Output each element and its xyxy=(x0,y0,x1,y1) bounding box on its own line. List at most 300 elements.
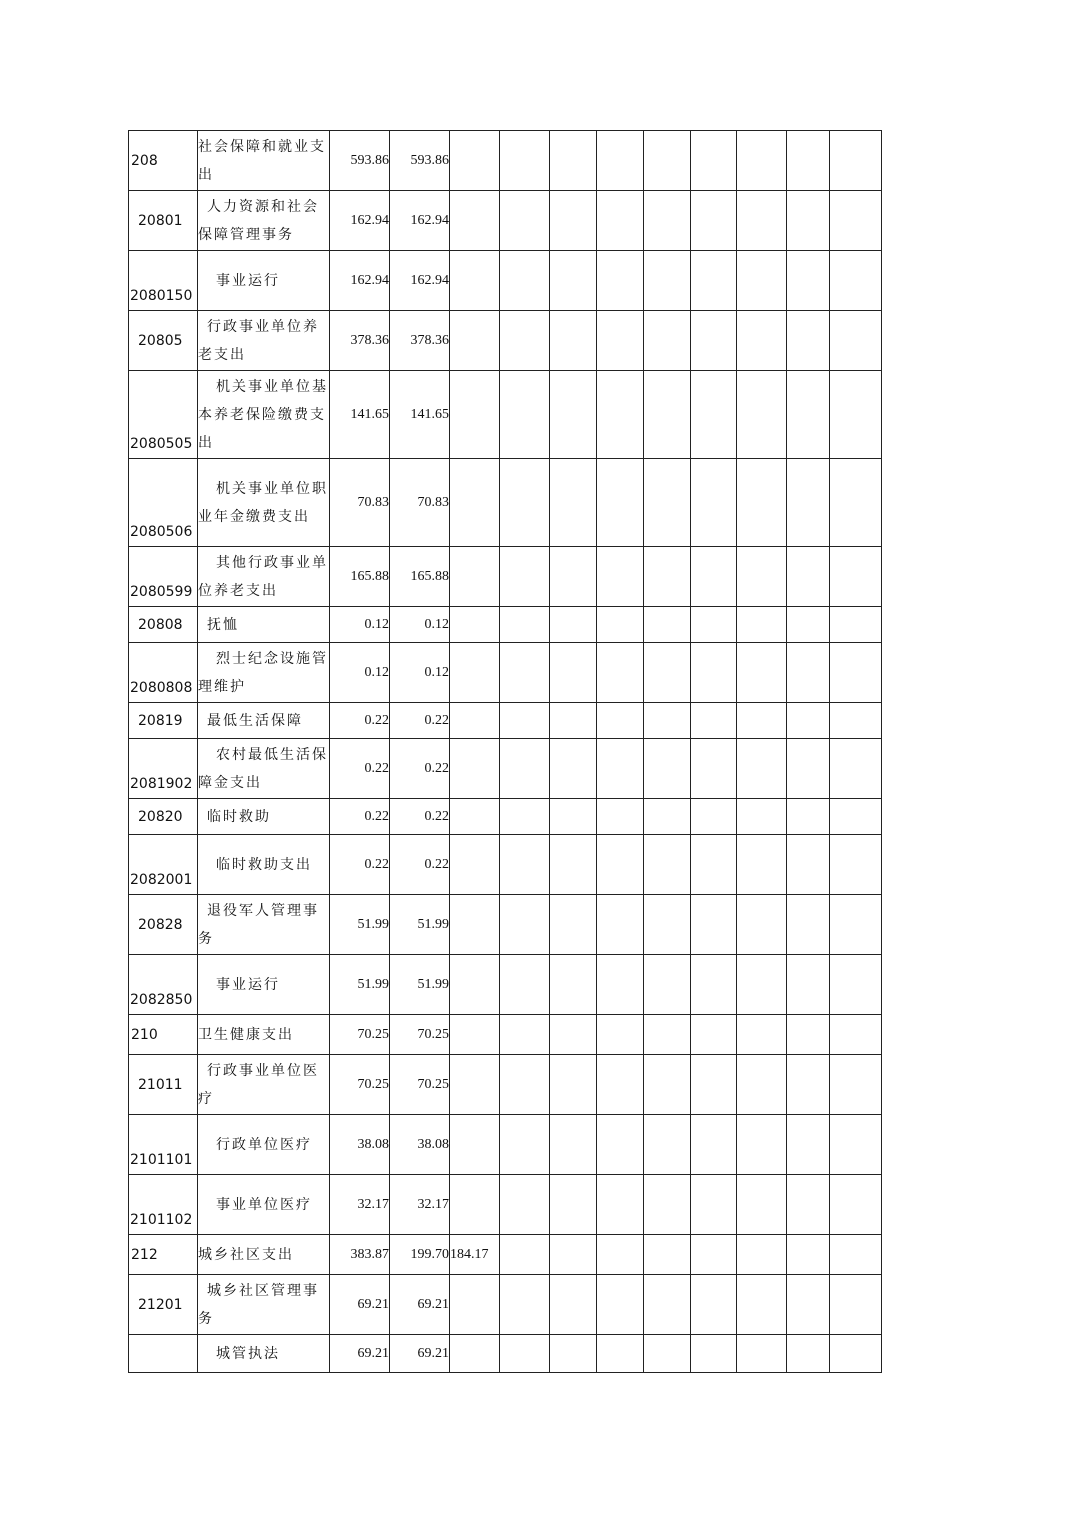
empty-cell xyxy=(830,311,882,371)
total-amount: 32.17 xyxy=(330,1175,390,1235)
empty-cell xyxy=(830,1335,882,1373)
empty-cell xyxy=(500,643,550,703)
empty-cell xyxy=(550,251,597,311)
empty-cell xyxy=(597,1015,644,1055)
empty-cell xyxy=(830,643,882,703)
basic-amount: 69.21 xyxy=(390,1335,450,1373)
subject-code-cell xyxy=(129,459,198,547)
total-amount: 0.22 xyxy=(330,835,390,895)
empty-cell xyxy=(737,1275,787,1335)
subject-name: 行政单位医疗 xyxy=(216,1136,312,1153)
subject-name: 行政事业单位养老支出 xyxy=(198,318,319,363)
empty-cell xyxy=(830,459,882,547)
empty-cell xyxy=(830,739,882,799)
empty-cell xyxy=(737,835,787,895)
empty-cell xyxy=(550,1115,597,1175)
empty-cell xyxy=(691,739,737,799)
empty-cell xyxy=(597,799,644,835)
subject-name: 城乡社区管理事务 xyxy=(198,1282,319,1327)
total-amount: 383.87 xyxy=(330,1235,390,1275)
empty-cell xyxy=(787,955,830,1015)
empty-cell xyxy=(830,1175,882,1235)
empty-cell xyxy=(500,703,550,739)
empty-cell xyxy=(500,895,550,955)
empty-cell xyxy=(787,1055,830,1115)
subject-code: 2080150 xyxy=(130,288,193,304)
subject-code-cell xyxy=(129,643,198,703)
empty-cell xyxy=(500,311,550,371)
empty-cell xyxy=(644,131,691,191)
subject-name: 临时救助 xyxy=(207,808,271,825)
project-amount xyxy=(450,459,500,547)
empty-cell xyxy=(737,1015,787,1055)
subject-name: 临时救助支出 xyxy=(216,856,312,873)
empty-cell xyxy=(500,799,550,835)
subject-name-cell xyxy=(198,1175,330,1235)
empty-cell xyxy=(737,643,787,703)
project-amount xyxy=(450,739,500,799)
empty-cell xyxy=(597,1275,644,1335)
empty-cell xyxy=(830,131,882,191)
empty-cell xyxy=(691,547,737,607)
basic-amount: 70.83 xyxy=(390,459,450,547)
empty-cell xyxy=(597,1235,644,1275)
table-row xyxy=(129,1015,882,1055)
subject-name-cell xyxy=(198,1115,330,1175)
empty-cell xyxy=(787,547,830,607)
table-row xyxy=(129,459,882,547)
project-amount xyxy=(450,131,500,191)
budget-table xyxy=(128,130,882,1373)
empty-cell xyxy=(500,835,550,895)
empty-cell xyxy=(550,895,597,955)
empty-cell xyxy=(737,739,787,799)
empty-cell xyxy=(691,643,737,703)
subject-code: 21011 xyxy=(138,1076,183,1093)
table-row xyxy=(129,191,882,251)
empty-cell xyxy=(737,1235,787,1275)
table-row xyxy=(129,799,882,835)
total-amount: 0.12 xyxy=(330,607,390,643)
subject-name-cell xyxy=(198,311,330,371)
subject-code-cell xyxy=(129,311,198,371)
empty-cell xyxy=(787,1175,830,1235)
subject-name: 城乡社区支出 xyxy=(198,1246,294,1263)
empty-cell xyxy=(737,703,787,739)
empty-cell xyxy=(787,1115,830,1175)
table-row xyxy=(129,1055,882,1115)
subject-name-cell xyxy=(198,835,330,895)
subject-code: 20801 xyxy=(138,212,183,229)
empty-cell xyxy=(597,191,644,251)
empty-cell xyxy=(737,1115,787,1175)
subject-name: 事业单位医疗 xyxy=(216,1196,312,1213)
basic-amount: 162.94 xyxy=(390,191,450,251)
empty-cell xyxy=(737,799,787,835)
empty-cell xyxy=(550,607,597,643)
table-row xyxy=(129,1115,882,1175)
project-amount xyxy=(450,895,500,955)
empty-cell xyxy=(691,955,737,1015)
empty-cell xyxy=(830,1275,882,1335)
empty-cell xyxy=(550,799,597,835)
subject-code-cell xyxy=(129,1055,198,1115)
empty-cell xyxy=(830,895,882,955)
empty-cell xyxy=(691,703,737,739)
subject-name-cell xyxy=(198,895,330,955)
project-amount xyxy=(450,1275,500,1335)
empty-cell xyxy=(787,251,830,311)
table-row xyxy=(129,643,882,703)
empty-cell xyxy=(597,835,644,895)
empty-cell xyxy=(500,955,550,1015)
empty-cell xyxy=(787,1275,830,1335)
total-amount: 70.25 xyxy=(330,1015,390,1055)
subject-name-cell xyxy=(198,955,330,1015)
table-body xyxy=(129,131,882,1373)
empty-cell xyxy=(691,1055,737,1115)
total-amount: 0.22 xyxy=(330,799,390,835)
empty-cell xyxy=(691,1275,737,1335)
project-amount xyxy=(450,799,500,835)
empty-cell xyxy=(597,607,644,643)
empty-cell xyxy=(500,607,550,643)
subject-code-cell xyxy=(129,1335,198,1373)
subject-code-cell xyxy=(129,191,198,251)
empty-cell xyxy=(597,739,644,799)
empty-cell xyxy=(500,739,550,799)
empty-cell xyxy=(597,703,644,739)
table-row xyxy=(129,739,882,799)
table-row xyxy=(129,131,882,191)
subject-code: 208 xyxy=(131,152,158,169)
subject-name-cell xyxy=(198,799,330,835)
basic-amount: 165.88 xyxy=(390,547,450,607)
empty-cell xyxy=(644,311,691,371)
empty-cell xyxy=(830,799,882,835)
subject-name: 农村最低生活保障金支出 xyxy=(198,746,328,791)
empty-cell xyxy=(550,191,597,251)
project-amount xyxy=(450,1055,500,1115)
empty-cell xyxy=(830,547,882,607)
subject-code xyxy=(129,1366,197,1372)
subject-code-cell xyxy=(129,1275,198,1335)
empty-cell xyxy=(737,371,787,459)
empty-cell xyxy=(787,799,830,835)
empty-cell xyxy=(644,459,691,547)
empty-cell xyxy=(597,251,644,311)
subject-code: 210 xyxy=(131,1026,158,1043)
total-amount: 70.25 xyxy=(330,1055,390,1115)
project-amount xyxy=(450,1115,500,1175)
empty-cell xyxy=(787,459,830,547)
subject-name: 机关事业单位职业年金缴费支出 xyxy=(198,480,328,525)
empty-cell xyxy=(644,1275,691,1335)
empty-cell xyxy=(644,607,691,643)
empty-cell xyxy=(691,799,737,835)
project-amount xyxy=(450,607,500,643)
total-amount: 51.99 xyxy=(330,955,390,1015)
empty-cell xyxy=(500,1115,550,1175)
empty-cell xyxy=(737,895,787,955)
empty-cell xyxy=(787,643,830,703)
empty-cell xyxy=(691,1335,737,1373)
table-row xyxy=(129,311,882,371)
project-amount xyxy=(450,643,500,703)
empty-cell xyxy=(550,547,597,607)
empty-cell xyxy=(550,371,597,459)
total-amount: 69.21 xyxy=(330,1275,390,1335)
subject-code: 212 xyxy=(131,1246,158,1263)
empty-cell xyxy=(550,703,597,739)
empty-cell xyxy=(597,955,644,1015)
empty-cell xyxy=(830,1235,882,1275)
subject-name-cell xyxy=(198,1235,330,1275)
subject-name-cell xyxy=(198,739,330,799)
empty-cell xyxy=(644,1055,691,1115)
empty-cell xyxy=(644,703,691,739)
empty-cell xyxy=(691,1015,737,1055)
total-amount: 38.08 xyxy=(330,1115,390,1175)
subject-name: 退役军人管理事务 xyxy=(198,902,319,947)
empty-cell xyxy=(787,895,830,955)
table-row xyxy=(129,1335,882,1373)
subject-code-cell xyxy=(129,835,198,895)
table-row xyxy=(129,371,882,459)
empty-cell xyxy=(550,739,597,799)
project-amount xyxy=(450,371,500,459)
subject-code: 20808 xyxy=(138,616,183,633)
empty-cell xyxy=(550,1235,597,1275)
empty-cell xyxy=(691,1235,737,1275)
empty-cell xyxy=(500,459,550,547)
subject-name-cell xyxy=(198,459,330,547)
total-amount: 162.94 xyxy=(330,191,390,251)
subject-name-cell xyxy=(198,371,330,459)
subject-code: 2101102 xyxy=(130,1212,193,1228)
subject-code-cell xyxy=(129,799,198,835)
subject-code: 20805 xyxy=(138,332,183,349)
empty-cell xyxy=(737,1335,787,1373)
empty-cell xyxy=(691,371,737,459)
empty-cell xyxy=(830,191,882,251)
table-row xyxy=(129,547,882,607)
subject-name-cell xyxy=(198,131,330,191)
subject-name: 最低生活保障 xyxy=(207,712,303,729)
empty-cell xyxy=(644,739,691,799)
empty-cell xyxy=(597,131,644,191)
empty-cell xyxy=(830,835,882,895)
empty-cell xyxy=(830,251,882,311)
subject-code-cell xyxy=(129,547,198,607)
empty-cell xyxy=(500,1335,550,1373)
total-amount: 70.83 xyxy=(330,459,390,547)
empty-cell xyxy=(644,835,691,895)
empty-cell xyxy=(597,459,644,547)
subject-name-cell xyxy=(198,643,330,703)
empty-cell xyxy=(500,1175,550,1235)
project-amount xyxy=(450,955,500,1015)
subject-code-cell xyxy=(129,739,198,799)
table-row xyxy=(129,955,882,1015)
subject-name: 人力资源和社会保障管理事务 xyxy=(198,198,319,243)
subject-name-cell xyxy=(198,547,330,607)
empty-cell xyxy=(737,191,787,251)
basic-amount: 0.12 xyxy=(390,643,450,703)
subject-name: 机关事业单位基本养老保险缴费支出 xyxy=(198,378,328,451)
total-amount: 165.88 xyxy=(330,547,390,607)
empty-cell xyxy=(691,131,737,191)
subject-name-cell xyxy=(198,251,330,311)
empty-cell xyxy=(500,251,550,311)
table-row xyxy=(129,703,882,739)
empty-cell xyxy=(550,131,597,191)
subject-code-cell xyxy=(129,371,198,459)
empty-cell xyxy=(787,371,830,459)
empty-cell xyxy=(787,131,830,191)
basic-amount: 0.22 xyxy=(390,739,450,799)
basic-amount: 141.65 xyxy=(390,371,450,459)
total-amount: 162.94 xyxy=(330,251,390,311)
project-amount xyxy=(450,703,500,739)
project-amount xyxy=(450,251,500,311)
empty-cell xyxy=(691,191,737,251)
subject-name-cell xyxy=(198,703,330,739)
total-amount: 0.22 xyxy=(330,739,390,799)
empty-cell xyxy=(550,1335,597,1373)
empty-cell xyxy=(691,835,737,895)
project-amount xyxy=(450,1015,500,1055)
subject-code: 21201 xyxy=(138,1296,183,1313)
subject-code: 20819 xyxy=(138,712,183,729)
empty-cell xyxy=(550,835,597,895)
empty-cell xyxy=(644,371,691,459)
empty-cell xyxy=(597,643,644,703)
subject-name: 烈士纪念设施管理维护 xyxy=(198,650,328,695)
basic-amount: 0.22 xyxy=(390,799,450,835)
empty-cell xyxy=(830,703,882,739)
empty-cell xyxy=(644,895,691,955)
empty-cell xyxy=(597,1115,644,1175)
basic-amount: 32.17 xyxy=(390,1175,450,1235)
subject-code: 2080505 xyxy=(130,436,193,452)
subject-name-cell xyxy=(198,1335,330,1373)
subject-code: 2081902 xyxy=(130,776,193,792)
project-amount xyxy=(450,191,500,251)
project-amount xyxy=(450,311,500,371)
empty-cell xyxy=(830,955,882,1015)
empty-cell xyxy=(787,739,830,799)
empty-cell xyxy=(737,1175,787,1235)
empty-cell xyxy=(644,1335,691,1373)
empty-cell xyxy=(597,1175,644,1235)
basic-amount: 162.94 xyxy=(390,251,450,311)
project-amount xyxy=(450,547,500,607)
subject-name: 城管执法 xyxy=(216,1345,280,1362)
subject-name: 行政事业单位医疗 xyxy=(198,1062,319,1107)
subject-name-cell xyxy=(198,1015,330,1055)
total-amount: 0.22 xyxy=(330,703,390,739)
basic-amount: 38.08 xyxy=(390,1115,450,1175)
subject-code-cell xyxy=(129,607,198,643)
empty-cell xyxy=(787,1335,830,1373)
subject-code: 2082850 xyxy=(130,992,193,1008)
empty-cell xyxy=(644,955,691,1015)
subject-code-cell xyxy=(129,955,198,1015)
subject-code: 2080506 xyxy=(130,524,193,540)
basic-amount: 51.99 xyxy=(390,955,450,1015)
table-row xyxy=(129,1275,882,1335)
empty-cell xyxy=(597,1055,644,1115)
empty-cell xyxy=(691,895,737,955)
empty-cell xyxy=(500,1055,550,1115)
empty-cell xyxy=(597,547,644,607)
empty-cell xyxy=(597,371,644,459)
empty-cell xyxy=(644,251,691,311)
empty-cell xyxy=(644,1235,691,1275)
empty-cell xyxy=(787,703,830,739)
empty-cell xyxy=(550,311,597,371)
subject-code-cell xyxy=(129,131,198,191)
basic-amount: 70.25 xyxy=(390,1015,450,1055)
project-amount xyxy=(450,835,500,895)
empty-cell xyxy=(737,547,787,607)
empty-cell xyxy=(691,459,737,547)
basic-amount: 0.22 xyxy=(390,703,450,739)
subject-code-cell xyxy=(129,1175,198,1235)
empty-cell xyxy=(500,547,550,607)
subject-code-cell xyxy=(129,1115,198,1175)
subject-code: 20820 xyxy=(138,808,183,825)
subject-name: 其他行政事业单位养老支出 xyxy=(198,554,328,599)
empty-cell xyxy=(737,459,787,547)
empty-cell xyxy=(500,1275,550,1335)
project-amount xyxy=(450,1175,500,1235)
empty-cell xyxy=(597,895,644,955)
empty-cell xyxy=(500,1015,550,1055)
subject-name-cell xyxy=(198,1055,330,1115)
empty-cell xyxy=(691,1115,737,1175)
empty-cell xyxy=(500,191,550,251)
empty-cell xyxy=(830,1055,882,1115)
project-amount: 184.17 xyxy=(450,1235,500,1275)
empty-cell xyxy=(644,799,691,835)
subject-name: 卫生健康支出 xyxy=(198,1026,294,1043)
subject-code: 2080599 xyxy=(130,584,193,600)
subject-code: 2080808 xyxy=(130,680,193,696)
empty-cell xyxy=(500,131,550,191)
subject-name: 事业运行 xyxy=(216,976,280,993)
subject-name: 社会保障和就业支出 xyxy=(198,138,326,183)
empty-cell xyxy=(691,607,737,643)
empty-cell xyxy=(787,1235,830,1275)
empty-cell xyxy=(550,459,597,547)
total-amount: 378.36 xyxy=(330,311,390,371)
subject-name: 事业运行 xyxy=(216,272,280,289)
empty-cell xyxy=(737,251,787,311)
empty-cell xyxy=(830,1115,882,1175)
empty-cell xyxy=(691,311,737,371)
basic-amount: 51.99 xyxy=(390,895,450,955)
empty-cell xyxy=(500,1235,550,1275)
table-row xyxy=(129,1235,882,1275)
subject-code: 20828 xyxy=(138,916,183,933)
empty-cell xyxy=(830,1015,882,1055)
basic-amount: 69.21 xyxy=(390,1275,450,1335)
basic-amount: 70.25 xyxy=(390,1055,450,1115)
total-amount: 141.65 xyxy=(330,371,390,459)
empty-cell xyxy=(830,371,882,459)
